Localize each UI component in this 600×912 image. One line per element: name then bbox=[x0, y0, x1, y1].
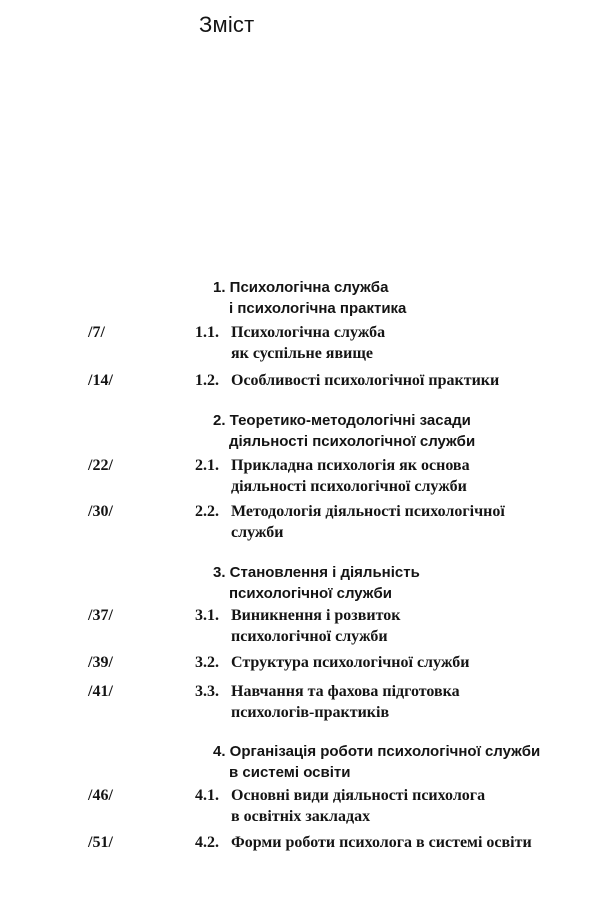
entry-number: 1.1. bbox=[195, 324, 219, 341]
page-number: /51/ bbox=[88, 834, 113, 851]
entry-title-cont: психологів-практиків bbox=[231, 704, 390, 721]
entry-number: 4.2. bbox=[195, 834, 219, 851]
page-number: /30/ bbox=[88, 503, 113, 520]
entry-title: Методологія діяльності психологічної bbox=[231, 503, 505, 520]
toc-entry[interactable] bbox=[195, 832, 595, 853]
entry-title-cont: служби bbox=[231, 524, 284, 541]
entry-title-cont: діяльності психологічної служби bbox=[231, 478, 467, 495]
entry-title: Психологічна служба bbox=[231, 324, 386, 341]
page-number: /37/ bbox=[88, 607, 113, 624]
entry-title: Особливості психологічної практики bbox=[231, 372, 500, 389]
entry-number: 2.2. bbox=[195, 503, 219, 520]
section-heading-3 bbox=[213, 562, 420, 604]
entry-title: Структура психологічної служби bbox=[231, 654, 470, 671]
section-heading-line1: 1. Психологічна служба bbox=[213, 279, 389, 296]
entry-number: 3.2. bbox=[195, 654, 219, 671]
page-title: Зміст bbox=[199, 12, 255, 37]
section-heading-line2: психологічної служби bbox=[229, 585, 392, 602]
section-heading-1 bbox=[213, 277, 406, 319]
page-number: /22/ bbox=[88, 457, 113, 474]
entry-title: Основні види діяльності психолога bbox=[231, 787, 486, 804]
page-number: /14/ bbox=[88, 372, 113, 389]
entry-number: 1.2. bbox=[195, 372, 219, 389]
toc-entry[interactable] bbox=[195, 681, 595, 723]
page-number: /41/ bbox=[88, 683, 113, 700]
section-heading-line1: 4. Організація роботи психологічної служби bbox=[213, 743, 541, 760]
toc-entry[interactable] bbox=[195, 370, 595, 391]
toc-entry[interactable] bbox=[195, 501, 595, 543]
section-heading-2 bbox=[213, 410, 475, 452]
section-heading-line1: 2. Теоретико-методологічні засади bbox=[213, 412, 471, 429]
entry-number: 2.1. bbox=[195, 457, 219, 474]
entry-number: 3.1. bbox=[195, 607, 219, 624]
toc-entry[interactable] bbox=[195, 455, 595, 497]
page-number: /39/ bbox=[88, 654, 113, 671]
entry-title: Виникнення і розвиток bbox=[231, 607, 401, 624]
section-heading-4 bbox=[213, 741, 540, 783]
section-heading-line2: і психологічна практика bbox=[229, 300, 407, 317]
entry-number: 3.3. bbox=[195, 683, 219, 700]
section-heading-line2: в системі освіти bbox=[229, 764, 351, 781]
toc-entry[interactable] bbox=[195, 652, 595, 673]
toc-entry[interactable] bbox=[195, 605, 595, 647]
entry-title: Форми роботи психолога в системі освіти bbox=[231, 834, 532, 851]
page-number: /7/ bbox=[88, 324, 105, 341]
section-heading-line2: діяльності психологічної служби bbox=[229, 433, 476, 450]
section-heading-line1: 3. Становлення і діяльність bbox=[213, 564, 420, 581]
entry-title-cont: психологічної служби bbox=[231, 628, 388, 645]
entry-title-cont: в освітніх закладах bbox=[231, 808, 371, 825]
entry-title-cont: як суспільне явище bbox=[231, 345, 373, 362]
entry-number: 4.1. bbox=[195, 787, 219, 804]
toc-entry[interactable] bbox=[195, 322, 595, 364]
entry-title: Навчання та фахова підготовка bbox=[231, 683, 460, 700]
page-number: /46/ bbox=[88, 787, 113, 804]
toc-entry[interactable] bbox=[195, 785, 595, 827]
entry-title: Прикладна психологія як основа bbox=[231, 457, 470, 474]
